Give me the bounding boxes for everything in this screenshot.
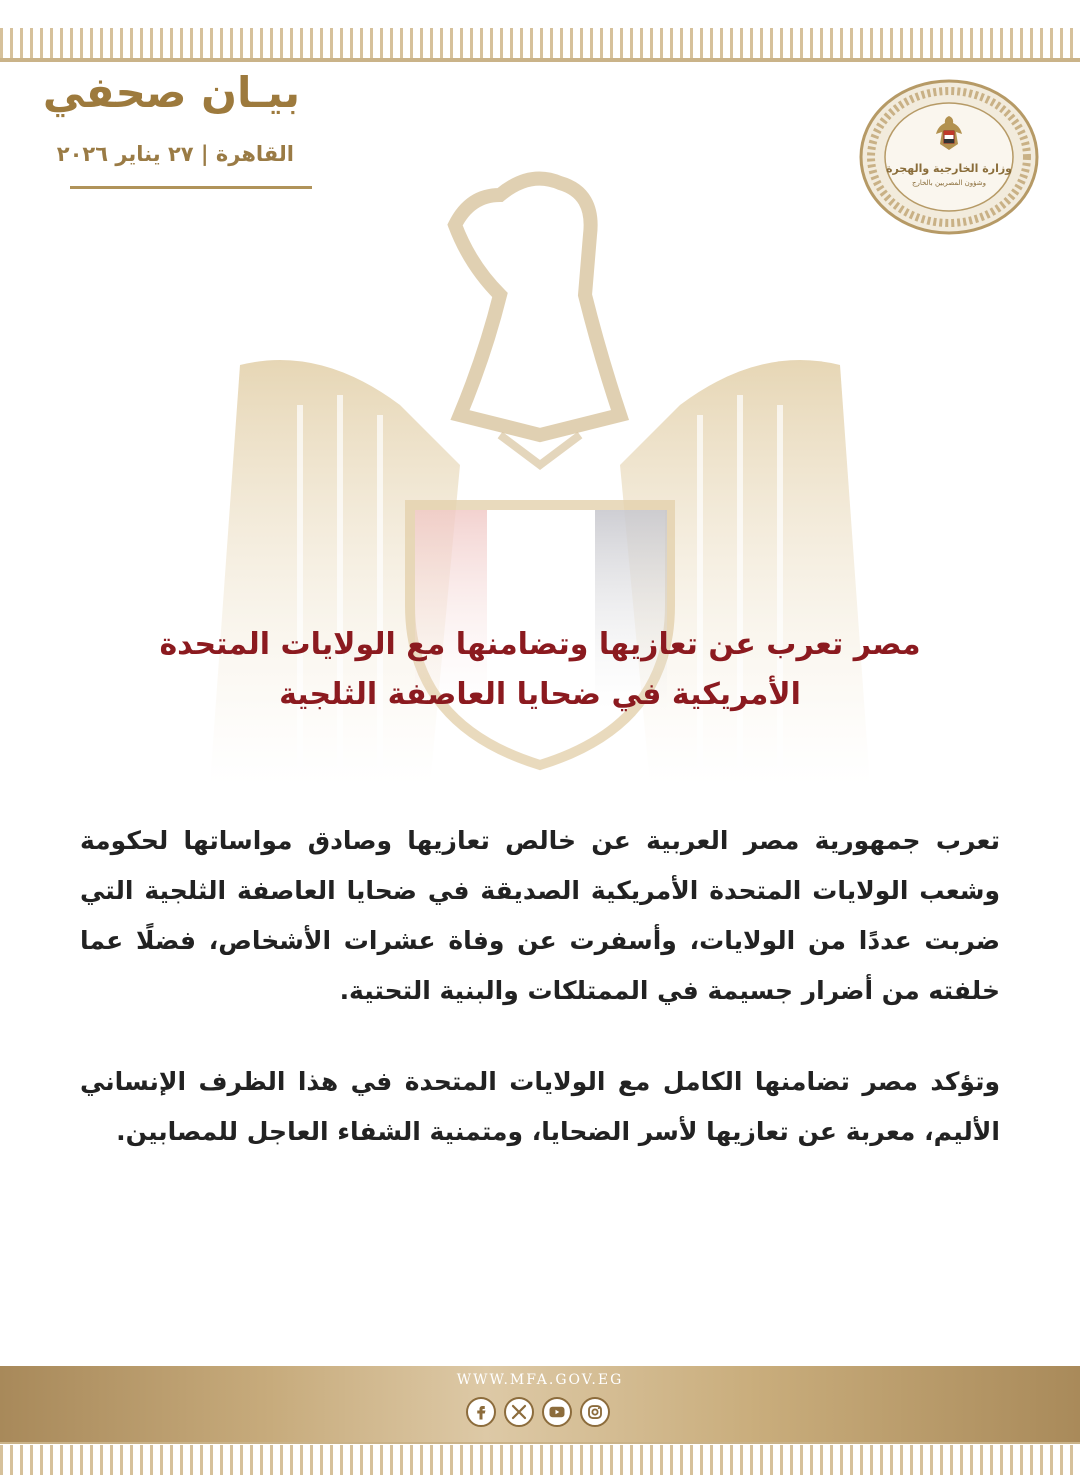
website-link[interactable]: WWW.MFA.GOV.EG — [456, 1372, 624, 1388]
social-links — [466, 1397, 610, 1427]
youtube-icon[interactable] — [542, 1397, 572, 1427]
facebook-icon[interactable] — [466, 1397, 496, 1427]
ministry-seal-logo — [858, 78, 1040, 236]
seal-text-1: وزارة الخارجية والهجرة — [885, 162, 1013, 175]
page-title: بيـان صحفي — [42, 68, 300, 117]
headline-line-2: الأمريكية في ضحايا العاصفة الثلجية — [279, 677, 801, 712]
body-paragraph-1: تعرب جمهورية مصر العربية عن خالص تعازيها وصادق مواساتها لحكومة وشعب الولايات المتحدة الأمريكية الصديقة في ضحايا العاصفة الثلجية التي ضربت عددًا من الولايات، وأسفرت عن وفاة عشرات الأشخاص، فضلًا عما خلفته من أضرار جسيمة في الممتلكات والبنية التحتية. — [80, 826, 1000, 1005]
headline-line-1: مصر تعرب عن تعازيها وتضامنها مع الولايات المتحدة — [159, 627, 921, 662]
body-paragraph-2: وتؤكد مصر تضامنها الكامل مع الولايات المتحدة في هذا الظرف الإنساني الأليم، معربة عن تعازيها لأسر الضحايا، ومتمنية الشفاء العاجل للمصابين. — [80, 1067, 1000, 1146]
instagram-icon[interactable] — [580, 1397, 610, 1427]
date-line: القاهرة | ٢٧ يناير ٢٠٢٦ — [56, 142, 294, 166]
top-ornament-border — [0, 28, 1080, 58]
seal-text-2: وشؤون المصريين بالخارج — [911, 179, 987, 187]
headline — [140, 620, 940, 720]
bottom-ornament-border — [0, 1445, 1080, 1475]
x-icon[interactable] — [504, 1397, 534, 1427]
